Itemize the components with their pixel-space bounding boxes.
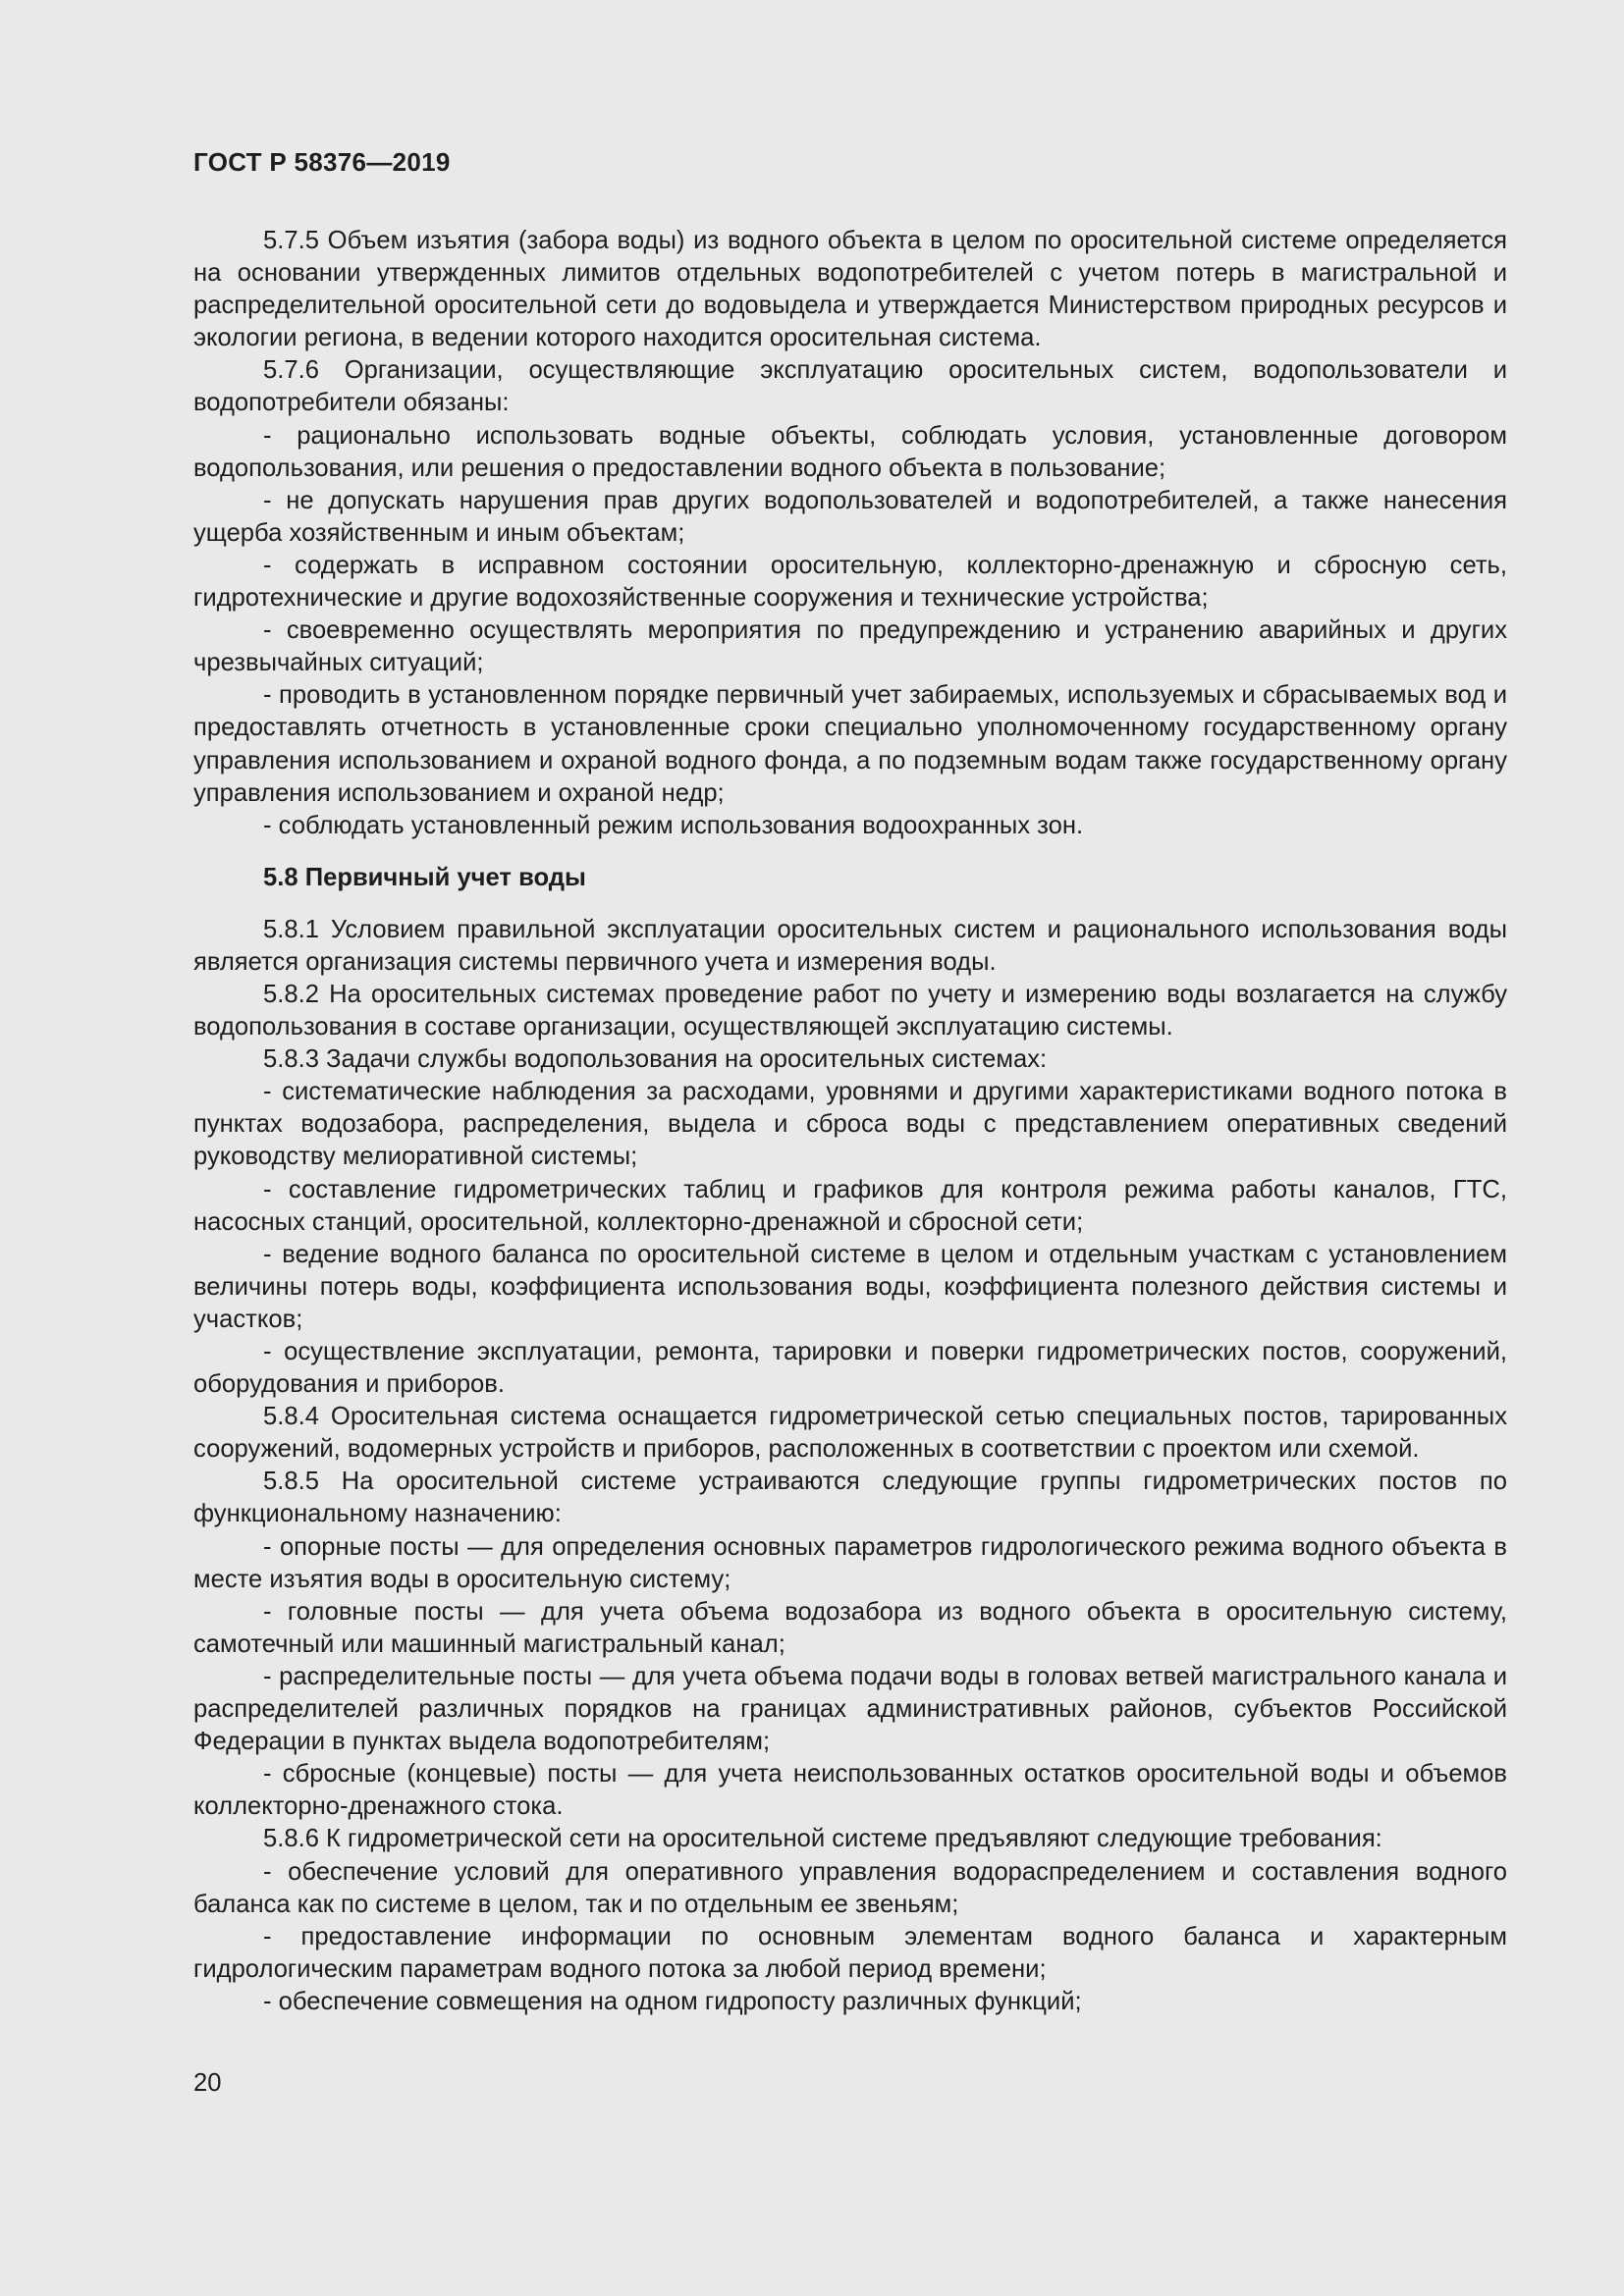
list-item: - систематические наблюдения за расходами, уровнями и другими характеристиками водного потока в пунктах водозабора, распределения, выдела и сброса воды с представлением оперативных сведений руководству мелиоративной системы; [193, 1078, 1507, 1171]
list-item: - проводить в установленном порядке первичный учет забираемых, используемых и сбрасываемых вод и предоставлять отчетность в установленные сроки специально уполномоченному государственному органу управления использованием и охраной водного фонда, а по подземным водам также государственному органу управления использованием и охраной недр; [193, 681, 1507, 807]
list-item: - опорные посты — для определения основных параметров гидрологического режима водного объекта в месте изъятия воды в оросительную систему; [193, 1532, 1507, 1593]
document-body [193, 225, 1507, 2018]
list-item: - распределительные посты — для учета объема подачи воды в головах ветвей магистрального канала и распределителей различных порядков на границах административных районов, субъектов Российской Федерации в пунктах выдела водопотребителям; [193, 1662, 1507, 1756]
page-number: 20 [193, 2069, 222, 2097]
list-item: - предоставление информации по основным элементам водного баланса и характерным гидрологическим параметрам водного потока за любой период времени; [193, 1922, 1507, 1983]
list-item: - обеспечение совмещения на одном гидропосту различных функций; [263, 1987, 1082, 2015]
paragraph-5-8-6: 5.8.6 К гидрометрической сети на оросительной системе предъявляют следующие требования: [263, 1825, 1382, 1853]
list-item: - ведение водного баланса по оросительной системе в целом и отдельным участкам с установлением величины потерь воды, коэффициента использования воды, коэффициента полезного действия системы и участков; [193, 1240, 1507, 1333]
list-item: - рационально использовать водные объекты, соблюдать условия, установленные договором водопользования, или решения о предоставлении водного объекта в пользование; [193, 421, 1507, 482]
paragraph-5-8-5: 5.8.5 На оросительной системе устраиваются следующие группы гидрометрических постов по функциональному назначению: [193, 1468, 1507, 1528]
list-item: - содержать в исправном состоянии оросительную, коллекторно-дренажную и сбросную сеть, гидротехнические и другие водохозяйственные сооружения и технические устройства; [193, 551, 1507, 613]
list-item: - составление гидрометрических таблиц и графиков для контроля режима работы каналов, ГТС, насосных станций, оросительной, коллекторно-дренажной и сбросной сети; [193, 1175, 1507, 1236]
paragraph-5-8-1: 5.8.1 Условием правильной эксплуатации оросительных систем и рационального использования воды является организация системы первичного учета и измерения воды. [193, 915, 1507, 976]
list-item: - не допускать нарушения прав других водопользователей и водопотребителей, а также нанесения ущерба хозяйственным и иным объектам; [193, 486, 1507, 547]
paragraph-5-7-5: 5.7.5 Объем изъятия (забора воды) из водного объекта в целом по оросительной системе определяется на основании утвержденных лимитов отдельных водопотребителей с учетом потерь в магистральной и распределительной оросительной сети до водовыдела и утверждается Министерством природных ресурсов и экологии региона, в ведении которого находится оросительная система. [193, 227, 1507, 352]
list-item: - обеспечение условий для оперативного управления водораспределением и составления водного баланса как по системе в целом, так и по отдельным ее звеньям; [193, 1857, 1507, 1918]
list-item: - сбросные (концевые) посты — для учета неиспользованных остатков оросительной воды и объемов коллекторно-дренажного стока. [193, 1760, 1507, 1821]
document-header: ГОСТ Р 58376—2019 [193, 147, 451, 177]
list-item: - осуществление эксплуатации, ремонта, тарировки и поверки гидрометрических постов, сооружений, оборудования и приборов. [193, 1338, 1507, 1399]
section-heading-5-8: 5.8 Первичный учет воды [263, 863, 586, 891]
list-item: - своевременно осуществлять мероприятия по предупреждению и устранению аварийных и других чрезвычайных ситуаций; [193, 616, 1507, 677]
paragraph-5-8-4: 5.8.4 Оросительная система оснащается гидрометрической сетью специальных постов, тарированных сооружений, водомерных устройств и приборов, расположенных в соответствии с проектом или схемой. [193, 1403, 1507, 1464]
list-item: - головные посты — для учета объема водозабора из водного объекта в оросительную систему, самотечный или машинный магистральный канал; [193, 1597, 1507, 1658]
paragraph-5-8-2: 5.8.2 На оросительных системах проведение работ по учету и измерению воды возлагается на службу водопользования в составе организации, осуществляющей эксплуатацию системы. [193, 980, 1507, 1041]
list-item: - соблюдать установленный режим использования водоохранных зон. [263, 811, 1084, 839]
paragraph-5-7-6: 5.7.6 Организации, осуществляющие эксплуатацию оросительных систем, водопользователи и водопотребители обязаны: [193, 356, 1507, 417]
paragraph-5-8-3: 5.8.3 Задачи службы водопользования на оросительных системах: [263, 1045, 1048, 1074]
